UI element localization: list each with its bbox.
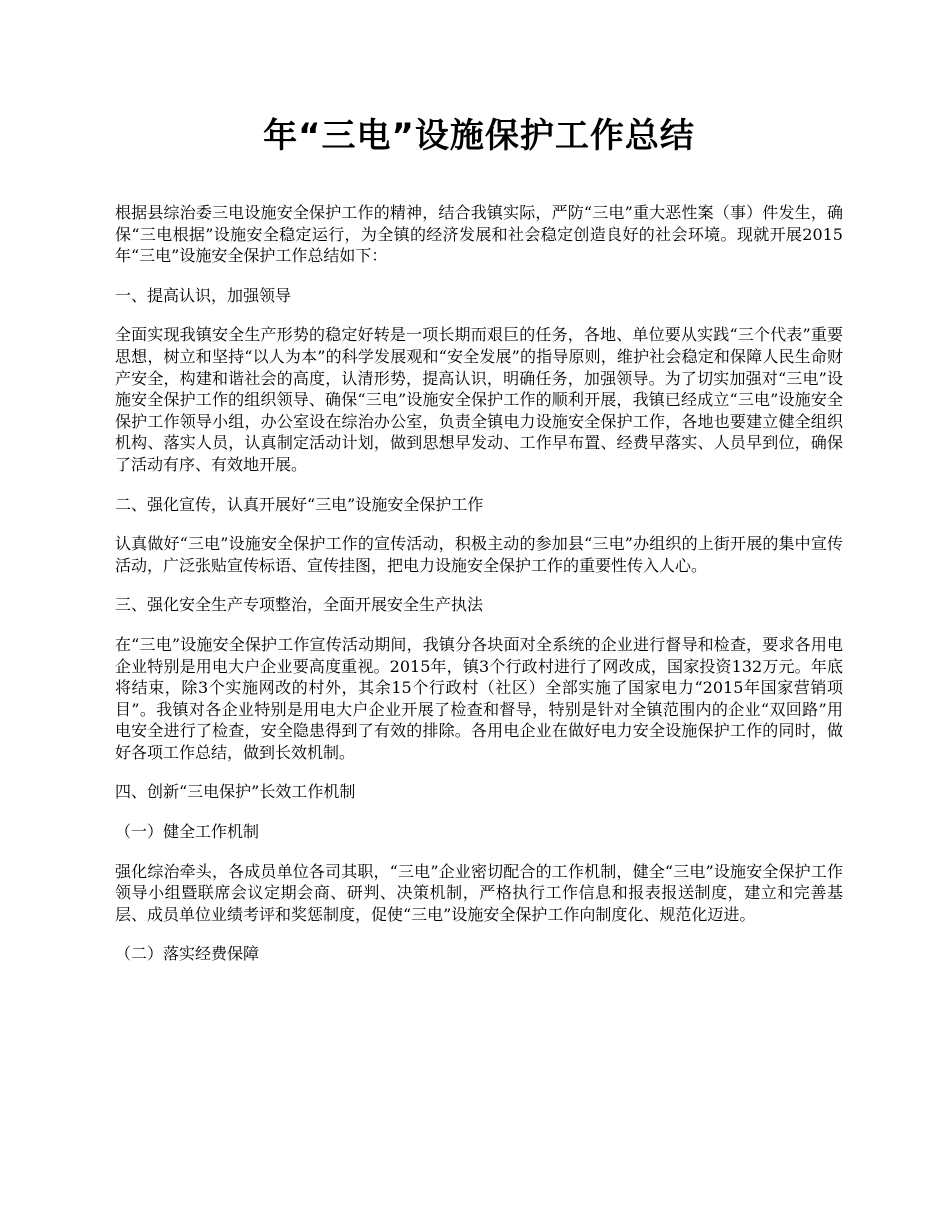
section-1-paragraph: 全面实现我镇安全生产形势的稳定好转是一项长期而艰巨的任务，各地、单位要从实践“三个代表”重要思想，树立和坚持“以人为本”的科学发展观和“安全发展”的指导原则，维护社会稳定和保障人民生命财产安全，构建和谐社会的高度，认清形势，提高认识，明确任务，加强领导。为了切实加强对“三电”设施安全保护工作的组织领导、确保“三电”设施安全保护工作的顺利开展，我镇已经成立“三电”设施安全保护工作领导小组，办公室设在综治办公室，负责全镇电力设施安全保护工作，各地也要建立健全组织机构、落实人员，认真制定活动计划，做到思想早发动、工作早布置、经费早落实、人员早到位，确保了活动有序、有效地开展。	[115, 325, 843, 474]
document-title: 年“三电”设施保护工作总结	[263, 116, 695, 156]
section-heading-3: 三、强化安全生产专项整治，全面开展安全生产执法	[115, 595, 484, 615]
subsection-heading-4-1: （一）健全工作机制	[115, 822, 260, 842]
document-page	[115, 108, 843, 983]
section-heading-4: 四、创新“三电保护”长效工作机制	[115, 782, 356, 802]
section-heading-1: 一、提高认识，加强领导	[115, 285, 292, 305]
section-2-paragraph: 认真做好“三电”设施安全保护工作的宣传活动，积极主动的参加县“三电”办组织的上街开展的集中宣传活动，广泛张贴宣传标语、宣传挂图，把电力设施安全保护工作的重要性传入人心。	[115, 534, 843, 575]
section-3-paragraph: 在“三电”设施安全保护工作宣传活动期间，我镇分各块面对全系统的企业进行督导和检查，要求各用电企业特别是用电大户企业要高度重视。2015年，镇3个行政村进行了网改成，国家投资132万元。年底将结束，除3个实施网改的村外，其余15个行政村（社区）全部实施了国家电力“2015年国家营销项目”。我镇对各企业特别是用电大户企业开展了检查和督导，特别是针对全镇范围内的企业“双回路”用电安全进行了检查，安全隐患得到了有效的排除。各用电企业在做好电力安全设施保护工作的同时，做好各项工作总结，做到长效机制。	[115, 634, 843, 762]
subsection-heading-4-2: （二）落实经费保障	[115, 944, 260, 964]
intro-paragraph: 根据县综治委三电设施安全保护工作的精神，结合我镇实际，严防“三电”重大恶性案（事）件发生，确保“三电根据”设施安全稳定运行，为全镇的经济发展和社会稳定创造良好的社会环境。现就开展2015年“三电”设施安全保护工作总结如下：	[115, 203, 843, 266]
section-heading-2: 二、强化宣传，认真开展好“三电”设施安全保护工作	[115, 494, 484, 514]
subsection-4-1-paragraph: 强化综治牵头，各成员单位各司其职，“三电”企业密切配合的工作机制，健全“三电”设施安全保护工作领导小组暨联席会议定期会商、研判、决策机制，严格执行工作信息和报表报送制度，建立和完善基层、成员单位业绩考评和奖惩制度，促使“三电”设施安全保护工作向制度化、规范化迈进。	[115, 861, 843, 924]
